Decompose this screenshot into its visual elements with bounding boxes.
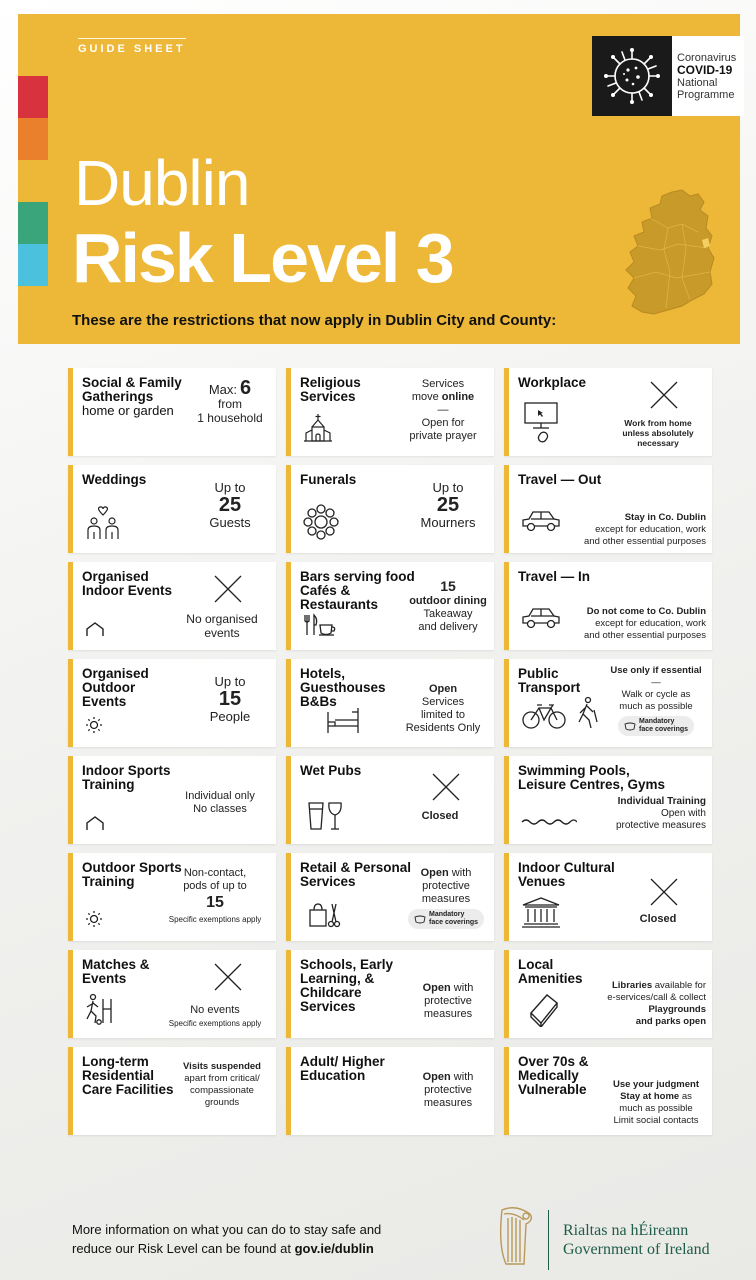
detail-line-2a: Stay at home [620,1091,680,1102]
detail-line-1a: Open [420,867,449,879]
badge-line-2: face coverings [428,919,479,926]
virus-icon [592,36,672,116]
card-title: Workplace [518,375,587,390]
card-detail [546,606,706,642]
detail-line-1: Guests [209,515,251,530]
card-detail [170,790,270,816]
detail-line-1: Work from home [624,418,692,428]
logo-line-2: COVID-19 [677,62,733,77]
card-organised-outdoor-events [68,659,276,747]
x-icon [213,962,243,997]
card-detail [566,512,706,548]
mask-badge [408,909,484,929]
detail-line-3: measures [421,893,471,905]
card-detail [606,665,706,736]
water-waves-icon [521,814,577,832]
detail-number: 6 [240,377,252,399]
detail-line-1: Services [421,378,465,390]
detail-line-1a: Open [422,982,451,994]
card-subtitle: home or garden [82,403,174,418]
detail-line-3: Playgrounds [648,1004,706,1015]
detail-number: 25 [218,494,242,516]
detail-number: 15 [218,688,242,710]
card-detail [404,867,488,929]
detail-line-3: compassionate [190,1085,254,1096]
card-public-transport [504,659,712,747]
detail-prefix: Max: [208,382,237,397]
card-retail-personal-services [286,853,494,941]
card-title: Travel — Out [518,472,602,487]
detail-line-2: except for education, work [595,618,706,629]
card-detail [160,867,270,926]
football-player-icon [85,993,113,1030]
wreath-icon [303,504,339,545]
car-icon [521,508,561,539]
face-mask-icon [624,722,636,731]
detail-line-2: Open with [660,808,706,819]
detail-prefix: Up to [432,480,464,495]
card-title: Schools, Early Learning, & Childcare Services [300,957,394,1014]
logo-line-4: Programme [677,88,735,101]
detail-line-1: People [209,709,251,724]
covid-programme-logo [592,36,744,116]
card-over-70s [504,1047,712,1135]
card-detail [408,481,488,529]
color-tab-red [18,76,48,118]
ireland-map-icon [620,188,720,323]
detail-number: 15 [440,578,456,594]
detail-line-4: private prayer [409,430,477,442]
card-title: Bars serving food Cafés & Restaurants [300,569,415,612]
detail-line-1: No organised [186,612,258,626]
card-social-gatherings [68,368,276,456]
detail-line-1a: Libraries [611,980,653,991]
card-workplace [504,368,712,456]
mask-badge [618,716,694,736]
title-region: Dublin [74,147,250,219]
gov-line-1: Rialtas na hÉireann [563,1221,689,1239]
detail-line-1: Closed [421,810,459,822]
card-title: Local Amenities [518,957,583,986]
bicycle-walker-icon [521,696,601,735]
card-detail [606,1079,706,1127]
color-tab-green [18,202,48,244]
detail-prefix: Up to [214,480,246,495]
bed-icon [325,706,361,739]
logo-line-1: Coronavirus [677,51,737,64]
detail-line-1: Individual only [185,790,255,802]
detail-line-2: Takeaway [423,608,473,620]
detail-line-2b: as [679,1091,692,1102]
detail-line-3: and other essential purposes [584,536,706,547]
card-matches-events [68,950,276,1038]
detail-line-1: Visits suspended [183,1061,261,1072]
detail-line-4: Limit social contacts [613,1115,699,1126]
detail-number: 25 [436,494,460,516]
color-tab-blue [18,244,48,286]
color-tab-orange [18,118,48,160]
card-title: Indoor Cultural Venues [518,860,615,889]
detail-line-1b: with [448,867,472,879]
x-icon [649,877,679,912]
card-detail [174,1061,270,1109]
card-organised-indoor-events [68,562,276,650]
subtitle: These are the restrictions that now apply in Dublin City and County: [72,312,557,329]
x-icon [213,574,243,609]
detail-line-2: 1 household [197,411,263,425]
footer-info [72,1220,432,1258]
harp-icon [496,1206,536,1273]
card-indoor-cultural-venues [504,853,712,941]
card-detail [408,982,488,1021]
restrictions-grid [68,368,712,1138]
detail-line-4: grounds [204,1097,240,1108]
drinks-icon [307,801,345,836]
guide-sheet-label: GUIDE SHEET [78,38,186,55]
detail-line-1: Use your judgment [612,1079,700,1090]
card-title: Funerals [300,472,357,487]
detail-line-1b: with [450,1071,474,1083]
detail-line-1: Stay in Co. Dublin [624,512,706,523]
detail-dash: — [651,677,661,688]
card-detail [398,378,488,443]
detail-line-1: Open [428,683,458,695]
card-detail [596,796,706,832]
card-title: Travel — In [518,569,591,584]
detail-line-2: No classes [193,803,247,815]
detail-line-2: Walk or cycle as [621,689,691,700]
logo-divider [548,1210,549,1270]
color-tab-yellow [18,160,48,202]
detail-line-1b: with [450,982,474,994]
cutlery-cup-icon [303,613,337,642]
detail-line-2: events [204,626,240,640]
card-bars-cafes-restaurants [286,562,494,650]
card-title: Public Transport [518,666,581,695]
detail-line-3: much as possible [619,701,693,712]
card-title: Matches & Events [82,957,150,986]
detail-line-3: measures [423,1008,473,1020]
book-icon [527,991,559,1032]
detail-line-2: unless absolutely [622,428,694,438]
detail-line-3: measures [423,1097,473,1109]
detail-number: 15 [206,894,224,911]
detail-line-2: Services [421,696,465,708]
car-icon [521,605,561,636]
card-swimming-pools-gyms [504,756,712,844]
card-detail [610,418,706,448]
detail-line-3: protective measures [615,820,706,831]
card-detail [408,1071,488,1110]
title-risk-level: Risk Level 3 [72,219,453,297]
card-indoor-sports-training [68,756,276,844]
badge-line-2: face coverings [638,726,689,733]
detail-line-4: and parks open [635,1016,706,1027]
card-weddings [68,465,276,553]
government-logo [496,1206,710,1273]
detail-line-2: Specific exemptions apply [168,1019,262,1028]
detail-line-3: limited to [420,709,466,721]
card-detail [590,980,706,1028]
detail-dash: — [437,404,449,416]
card-label [82,376,182,418]
card-detail [174,612,270,640]
card-title: Over 70s & Medically Vulnerable [518,1054,589,1097]
face-mask-icon [414,915,426,924]
indoor-roof-icon [85,621,105,642]
card-detail [190,377,270,426]
card-title: Outdoor Sports Training [82,860,182,889]
logo-line-3: National [677,76,718,89]
sun-icon [85,910,103,933]
card-title: Hotels, Guesthouses B&Bs [300,666,386,709]
footer-link[interactable]: gov.ie/dublin [294,1241,374,1256]
logo-text [672,52,736,101]
detail-line-3: necessary [637,438,679,448]
card-religious-services [286,368,494,456]
museum-icon [521,896,561,933]
x-icon [431,772,461,807]
badge-line-1: Mandatory [638,718,675,725]
detail-line-3: and delivery [418,621,478,633]
detail-line-1: from [218,397,242,411]
detail-line-4: Residents Only [405,722,481,734]
detail-line-2: except for education, work [595,524,706,535]
card-travel-out [504,465,712,553]
card-title: Indoor Sports Training [82,763,171,792]
card-detail [392,810,488,823]
card-long-term-care [68,1047,276,1135]
detail-line-1: Non-contact, [183,867,247,879]
card-detail [190,675,270,723]
card-title: Organised Indoor Events [82,569,173,598]
detail-line-2b: online [441,391,475,403]
indoor-roof-icon [85,815,105,836]
badge-line-1: Mandatory [428,911,465,918]
sun-icon [85,716,103,739]
detail-line-2: protective [422,880,470,892]
card-local-amenities [504,950,712,1038]
detail-line-2: apart from critical/ [184,1073,260,1084]
color-tabs [18,76,48,286]
detail-prefix: Up to [214,674,246,689]
card-outdoor-sports-training [68,853,276,941]
couple-icon [85,506,121,545]
detail-line-1a: Open [422,1071,451,1083]
detail-line-1: Mourners [420,515,476,530]
card-title: Adult/ Higher Education [300,1054,385,1083]
card-schools-childcare [286,950,494,1038]
computer-icon [521,401,561,448]
government-name [563,1221,710,1259]
detail-line-2: pods of up to [183,880,247,892]
card-funerals [286,465,494,553]
detail-line-2: protective [424,995,472,1007]
detail-line-1b: available for [652,980,706,991]
card-title: Retail & Personal Services [300,860,412,889]
detail-line-3: and other essential purposes [584,630,706,641]
card-detail [408,580,488,634]
card-title: Religious Services [300,375,361,404]
card-title: Wet Pubs [300,763,362,778]
shopping-bag-scissors-icon [309,902,341,933]
detail-line-1: Use only if essential [610,665,702,676]
card-title: Weddings [82,472,147,487]
card-detail [160,1004,270,1030]
card-travel-in [504,562,712,650]
footer-line-2: reduce our Risk Level can be found at [72,1241,295,1256]
detail-line-3: Specific exemptions apply [168,915,262,924]
detail-line-1: outdoor dining [409,595,487,607]
card-detail [190,481,270,529]
church-icon [303,413,333,448]
card-detail [610,913,706,926]
x-icon [649,380,679,415]
detail-line-2: protective [424,1084,472,1096]
footer-line-1: More information on what you can do to stay safe and [72,1222,382,1237]
detail-line-3: Open for [421,417,465,429]
card-wet-pubs [286,756,494,844]
detail-line-2a: move [411,391,442,403]
detail-line-1: Individual Training [617,796,706,807]
card-hotels [286,659,494,747]
card-title: Swimming Pools, Leisure Centres, Gyms [518,763,666,792]
gov-line-2: Government of Ireland [563,1240,710,1258]
card-title: Social & Family Gatherings [82,375,182,404]
card-title: Long-term Residential Care Facilities [82,1054,174,1097]
detail-line-3: much as possible [619,1103,693,1114]
detail-line-2: e-services/call & collect [607,992,706,1003]
detail-line-1: No events [190,1004,240,1016]
card-higher-education [286,1047,494,1135]
card-title: Organised Outdoor Events [82,666,149,709]
detail-line-1: Closed [639,913,677,925]
card-detail [398,683,488,735]
detail-line-1: Do not come to Co. Dublin [586,606,706,617]
